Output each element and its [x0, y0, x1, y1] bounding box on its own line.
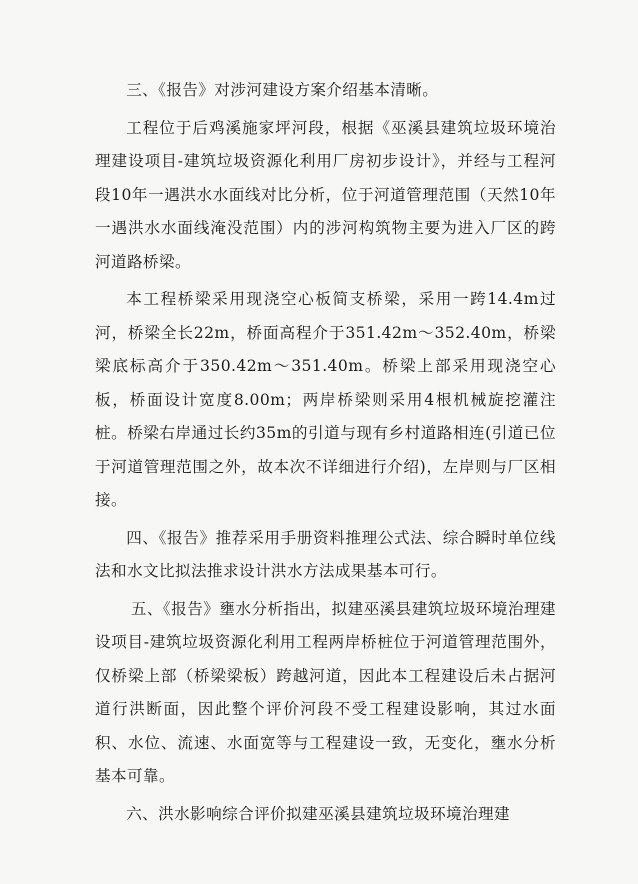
- project-location-paragraph: 工程位于后鸡溪施家坪河段，根据《巫溪县建筑垃圾环境治理建设项目-建筑垃圾资源化利用厂房初步设计》，并经与工程河段10年一遇洪水水面线对比分析，位于河道管理范围（天然10年一遇洪水水面线淹没范围）内的涉河构筑物主要为进入厂区的跨河道路桥梁。: [95, 118, 556, 271]
- section-six-paragraph: 六、洪水影响综合评价拟建巫溪县建筑垃圾环境治理建: [126, 804, 511, 823]
- section-four-paragraph: 四、《报告》推荐采用手册资料推理公式法、综合瞬时单位线法和水文比拟法推求设计洪水方法成果基本可行。: [95, 528, 556, 580]
- section-three-heading: 三、《报告》对涉河建设方案介绍基本清晰。: [126, 81, 439, 99]
- bridge-design-paragraph: 本工程桥梁采用现浇空心板简支桥梁，采用一跨14.4m过河，桥梁全长22m，桥面高程介于351.42m～352.40m，桥梁梁底标高介于350.42m～351.40m。桥梁上部采用现浇空心板，桥面设计宽度8.00m；两岸桥梁则采用4根机械旋挖灌注桩。桥梁右岸通过长约35m的引道与现有乡村道路相连(引道已位于河道管理范围之外，故本次不详细进行介绍)，左岸则与厂区相接。: [95, 290, 556, 509]
- section-five-paragraph: 五、《报告》壅水分析指出，拟建巫溪县建筑垃圾环境治理建设项目-建筑垃圾资源化利用工程两岸桥桩位于河道管理范围外，仅桥梁上部（桥梁梁板）跨越河道，因此本工程建设后未占据河道行洪断面，因此整个评价河段不受工程建设影响，其过水面积、水位、流速、水面宽等与工程建设一致，无变化，壅水分析基本可靠。: [95, 599, 556, 785]
